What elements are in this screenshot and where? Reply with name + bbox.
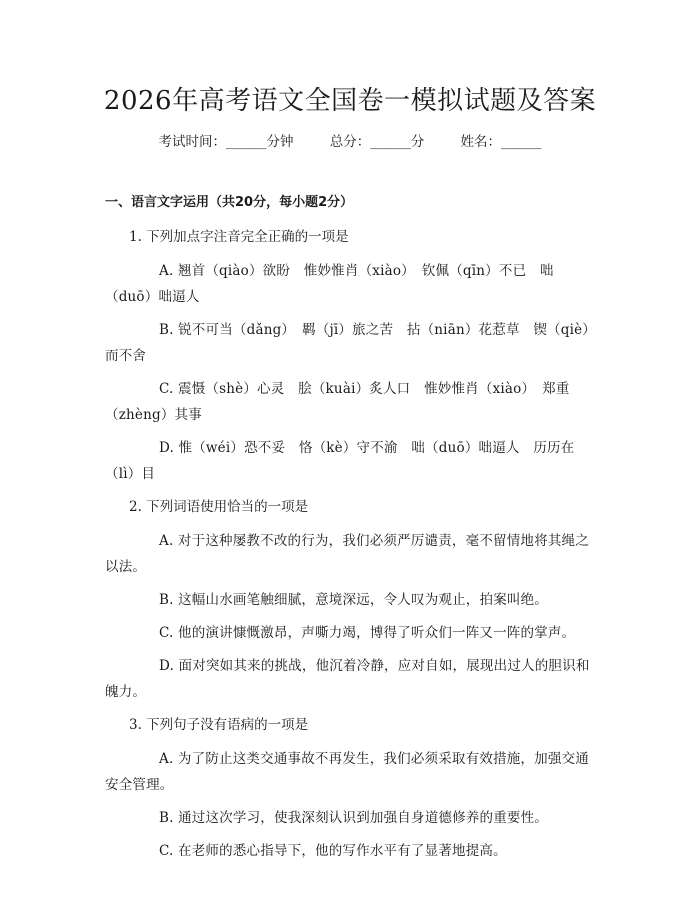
exam-content [105,190,598,871]
total-score-field: 总分：______分 [329,134,425,150]
option-a: A. 为了防止这类交通事故不再发生，我们必须采取有效措施，加强交通安全管理。 [105,751,589,793]
page-title: 2026年高考语文全国卷一模拟试题及答案 [103,86,597,116]
option-b: B. 通过这次学习，使我深刻认识到加强自身道德修养的重要性。 [159,810,549,826]
option-c: C. 震慑（shè）心灵 脍（kuài）炙人口 惟妙惟肖（xiào） 郑重（zhèng）其事 [105,381,570,423]
question-stem: 1. 下列加点字注音完全正确的一项是 [129,229,349,245]
question-1 [105,224,598,487]
exam-time-field: 考试时间：______分钟 [158,134,294,150]
question-stem: 2. 下列词语使用恰当的一项是 [129,499,309,515]
option-c: C. 他的演讲慷慨激昂，声嘶力竭，博得了听众们一阵又一阵的掌声。 [159,625,576,641]
option-d: D. 面对突如其来的挑战，他沉着冷静，应对自如，展现出过人的胆识和魄力。 [105,658,590,700]
exam-info-line [0,130,700,150]
option-c: C. 在老师的悉心指导下，他的写作水平有了显著地提高。 [159,843,507,859]
question-2 [105,494,598,705]
question-stem: 3. 下列句子没有语病的一项是 [129,717,309,733]
option-b: B. 锐不可当（dǎng） 羁（jī）旅之苦 拈（niān）花惹草 锲（qiè）而不舍 [105,322,596,364]
option-b: B. 这幅山水画笔触细腻，意境深远，令人叹为观止，拍案叫绝。 [159,592,549,608]
question-3 [105,712,598,864]
section-heading: 一、语言文字运用（共20分，每小题2分） [105,195,354,210]
student-name-field: 姓名：______ [460,134,542,150]
option-d: D. 惟（wéi）恐不妥 恪（kè）守不渝 咄（duō）咄逼人 历历在（lì）目 [105,440,575,482]
option-a: A. 翘首（qiào）欲盼 惟妙惟肖（xiào） 钦佩（qīn）不已 咄（duō）咄逼人 [105,263,554,305]
option-a: A. 对于这种屡教不改的行为，我们必须严厉谴责，毫不留情地将其绳之以法。 [105,533,589,575]
